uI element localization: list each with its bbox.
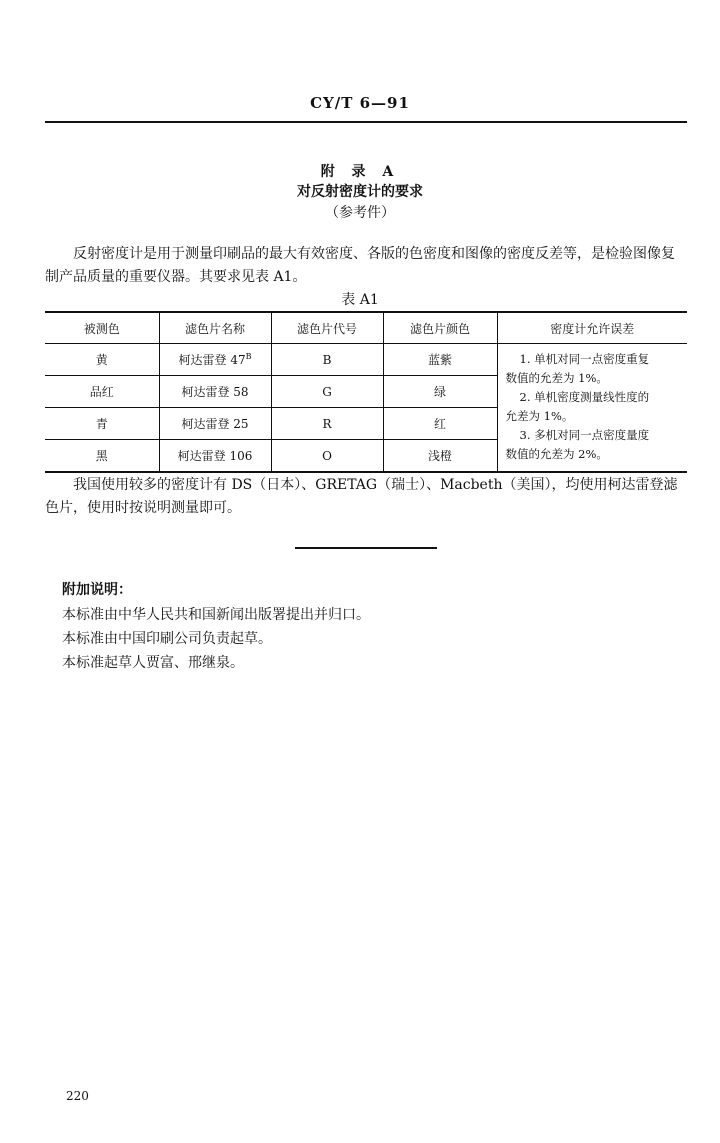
cell-filter-color: 蓝紫 — [383, 344, 497, 376]
outro-paragraph: 我国使用较多的密度计有 DS（日本）、GRETAG（瑞士）、Macbeth（美国），均使用柯达雷登滤色片，使用时按说明测量即可。 — [45, 477, 678, 516]
filter-name-text: 柯达雷登 47 — [178, 353, 246, 367]
cell-measured-color: 品红 — [45, 376, 159, 408]
cell-measured-color: 黄 — [45, 344, 159, 376]
appendix-title: 附 录 A — [320, 164, 400, 180]
cell-filter-name: 柯达雷登 58 — [159, 376, 271, 408]
additional-note-line: 本标准由中华人民共和国新闻出版署提出并归口。 — [62, 607, 370, 623]
table-row — [45, 344, 687, 376]
appendix-note: （参考件） — [325, 205, 395, 221]
cell-filter-code: B — [271, 344, 383, 376]
cell-filter-code: R — [271, 408, 383, 440]
cell-filter-color: 绿 — [383, 376, 497, 408]
section-end-rule — [295, 547, 437, 549]
cell-tolerance — [497, 344, 687, 473]
tolerance-line: 允差为 1%。 — [505, 409, 574, 423]
header-measured-color: 被测色 — [45, 312, 159, 344]
cell-measured-color: 黑 — [45, 440, 159, 473]
appendix-subtitle: 对反射密度计的要求 — [297, 184, 423, 200]
cell-filter-name — [159, 344, 271, 376]
header-filter-color: 滤色片颜色 — [383, 312, 497, 344]
tolerance-line: 2. 单机密度测量线性度的 — [519, 390, 650, 404]
page-number: 220 — [66, 1089, 89, 1103]
additional-note-line: 本标准由中国印刷公司负责起草。 — [62, 631, 272, 647]
cell-filter-code: G — [271, 376, 383, 408]
tolerance-line: 1. 单机对同一点密度重复 — [519, 352, 650, 366]
tolerance-line: 数值的允差为 2%。 — [505, 447, 608, 461]
cell-filter-name: 柯达雷登 25 — [159, 408, 271, 440]
additional-note-line: 本标准起草人贾富、邢继泉。 — [62, 655, 244, 671]
cell-filter-color: 红 — [383, 408, 497, 440]
cell-measured-color: 青 — [45, 408, 159, 440]
header-tolerance: 密度计允许误差 — [497, 312, 687, 344]
table-caption: 表 A1 — [341, 292, 379, 308]
header-rule — [45, 121, 687, 123]
cell-filter-color: 浅橙 — [383, 440, 497, 473]
cell-filter-code: O — [271, 440, 383, 473]
tolerance-line: 3. 多机对同一点密度量度 — [519, 428, 650, 442]
header-filter-name: 滤色片名称 — [159, 312, 271, 344]
table-header-row — [45, 312, 687, 344]
intro-paragraph: 反射密度计是用于测量印刷品的最大有效密度、各版的色密度和图像的密度反差等，是检验图像复制产品质量的重要仪器。其要求见表 A1。 — [45, 246, 675, 285]
additional-notes-title: 附加说明： — [62, 582, 132, 598]
standard-code: CY/T 6—91 — [310, 94, 410, 112]
header-filter-code: 滤色片代号 — [271, 312, 383, 344]
filter-table — [45, 311, 687, 473]
cell-filter-name: 柯达雷登 106 — [159, 440, 271, 473]
tolerance-line: 数值的允差为 1%。 — [505, 371, 608, 385]
filter-name-superscript: B — [245, 352, 252, 361]
